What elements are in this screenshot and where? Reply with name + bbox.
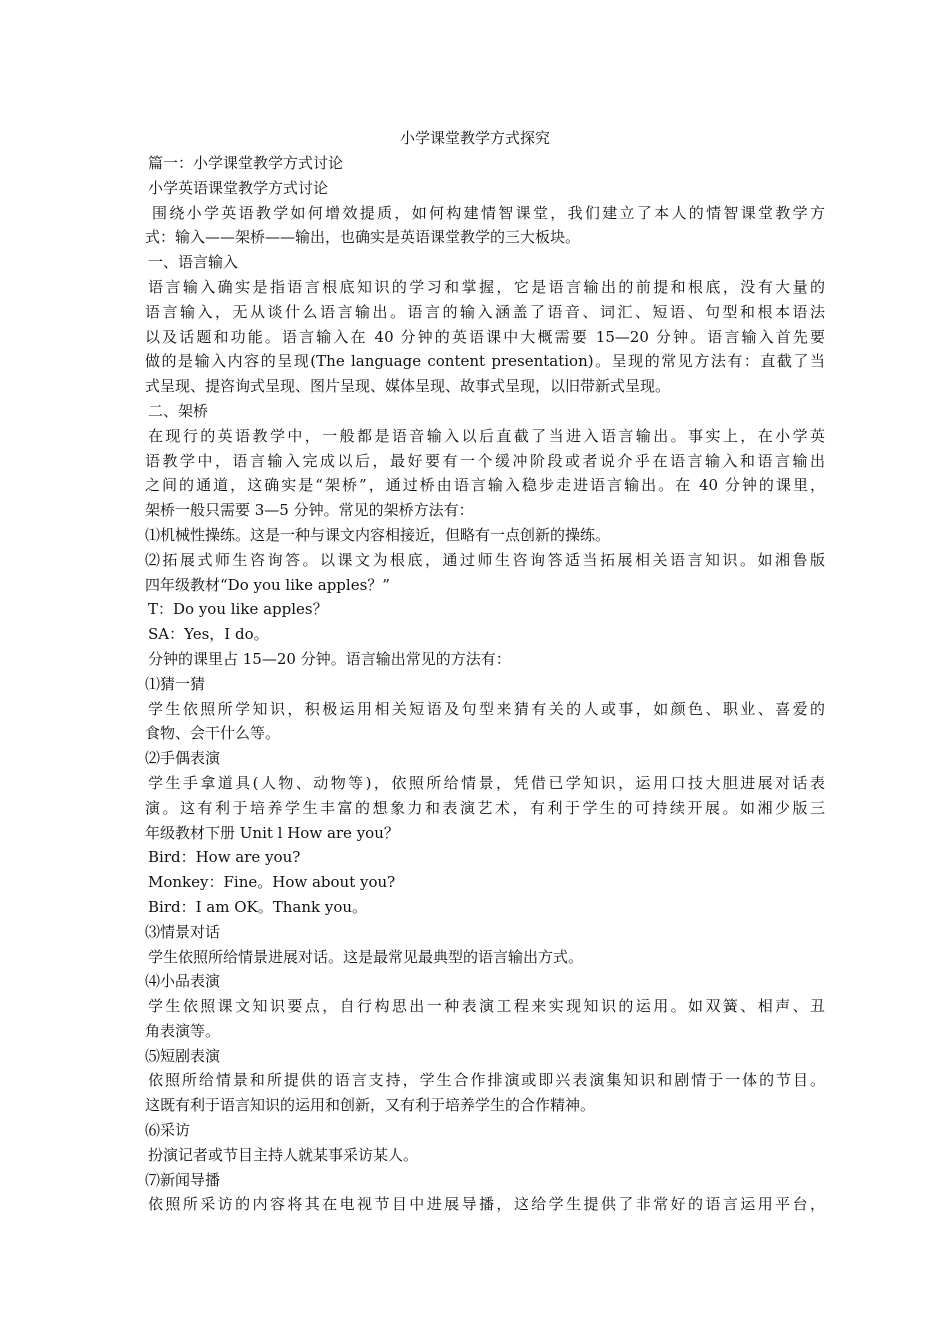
paragraph-line: 架桥一般只需要 3—5 分钟。常见的架桥方法有： bbox=[145, 501, 474, 520]
section-heading: 二、架桥 bbox=[148, 401, 209, 420]
paragraph-line: 围绕小学英语教学如何增效提质，如何构建情智课堂，我们建立了本人的情智课堂教学方 bbox=[152, 203, 825, 222]
paragraph-line: 式呈现、提咨询式呈现、图片呈现、媒体呈现、故事式呈现，以旧带新式呈现。 bbox=[145, 377, 671, 396]
list-item: ⑴机械性操练。这是一种与课文内容相接近，但略有一点创新的操练。 bbox=[145, 525, 611, 544]
subtitle: 小学英语课堂教学方式讨论 bbox=[148, 178, 329, 197]
dialogue-line: SA：Yes，I do。 bbox=[148, 625, 269, 644]
paragraph-line: 以及话题和功能。语言输入在 40 分钟的英语课中大概需要 15—20 分钟。语言输入首先要 bbox=[145, 327, 825, 346]
paragraph-line: 食物、会干什么等。 bbox=[145, 724, 281, 743]
list-item: ⑵拓展式师生咨询答。以课文为根底，通过师生咨询答适当拓展相关语言知识。如湘鲁版 bbox=[145, 550, 825, 569]
paragraph-line: 学生依照课文知识要点，自行构思出一种表演工程来实现知识的运用。如双簧、相声、丑 bbox=[148, 997, 825, 1016]
list-item: ⑵手偶表演 bbox=[145, 749, 221, 768]
paragraph-line: 做的是输入内容的呈现(The language content presentation)。呈现的常见方法有：直截了当 bbox=[145, 352, 825, 371]
paragraph-line: 演。这有利于培养学生丰富的想象力和表演艺术，有利于学生的可持续开展。如湘少版三 bbox=[145, 798, 825, 817]
paragraph-line: 之间的通道，这确实是“架桥”，通过桥由语言输入稳步走进语言输出。在 40 分钟的课里， bbox=[145, 476, 825, 495]
document-title: 小学课堂教学方式探究 bbox=[399, 129, 550, 147]
paragraph-line: 扮演记者或节目主持人就某事采访某人。 bbox=[148, 1145, 419, 1164]
dialogue-line: Monkey：Fine。How about you? bbox=[148, 873, 396, 892]
paragraph-line: 语言输入，无从谈什么语言输出。语言的输入涵盖了语音、词汇、短语、句型和根本语法 bbox=[145, 302, 825, 321]
list-item: ⑴猜一猜 bbox=[145, 674, 206, 693]
list-item: ⑸短剧表演 bbox=[145, 1046, 221, 1065]
section-heading: 篇一：小学课堂教学方式讨论 bbox=[148, 154, 344, 172]
paragraph-line: 这既有利于语言知识的运用和创新，又有利于培养学生的合作精神。 bbox=[145, 1096, 596, 1115]
section-heading: 一、语言输入 bbox=[148, 253, 239, 272]
list-item: ⑹采访 bbox=[145, 1121, 191, 1140]
list-item: ⑶情景对话 bbox=[145, 922, 221, 941]
paragraph-line: 年级教材下册 Unit l How are you？ bbox=[145, 823, 399, 842]
paragraph-line: 式：输入——架桥——输出，也确实是英语课堂教学的三大板块。 bbox=[145, 228, 581, 247]
paragraph-line: 依照所给情景和所提供的语言支持，学生合作排演或即兴表演集知识和剧情于一体的节目。 bbox=[148, 1071, 825, 1090]
paragraph-line: 学生依照所给情景进展对话。这是最常见最典型的语言输出方式。 bbox=[148, 947, 584, 966]
paragraph-line: 角表演等。 bbox=[145, 1021, 221, 1040]
list-item: ⑷小品表演 bbox=[145, 972, 221, 991]
paragraph-line: 在现行的英语教学中，一般都是语音输入以后直截了当进入语言输出。事实上，在小学英 bbox=[148, 426, 825, 445]
dialogue-line: Bird：How are you? bbox=[148, 848, 301, 867]
list-item: ⑺新闻导播 bbox=[145, 1170, 221, 1189]
document-body bbox=[145, 151, 825, 1217]
paragraph-line: 语言输入确实是指语言根底知识的学习和掌握，它是语言输出的前提和根底，没有大量的 bbox=[148, 277, 825, 296]
paragraph-line: 四年级教材“Do you like apples？” bbox=[145, 575, 390, 594]
paragraph-line: 依照所采访的内容将其在电视节目中进展导播，这给学生提供了非常好的语言运用平台， bbox=[148, 1195, 825, 1214]
dialogue-line: T：Do you like apples？ bbox=[148, 600, 328, 619]
paragraph-line: 学生依照所学知识，积极运用相关短语及句型来猜有关的人或事，如颜色、职业、喜爱的 bbox=[148, 699, 825, 718]
dialogue-line: Bird：I am OK。Thank you。 bbox=[148, 897, 368, 916]
paragraph-line: 语教学中，语言输入完成以后，最好要有一个缓冲阶段或者说介乎在语言输入和语言输出 bbox=[145, 451, 825, 470]
paragraph-line: 分钟的课里占 15—20 分钟。语言输出常见的方法有： bbox=[148, 649, 511, 668]
paragraph-line: 学生手拿道具(人物、动物等)，依照所给情景，凭借已学知识，运用口技大胆进展对话表 bbox=[148, 773, 825, 792]
